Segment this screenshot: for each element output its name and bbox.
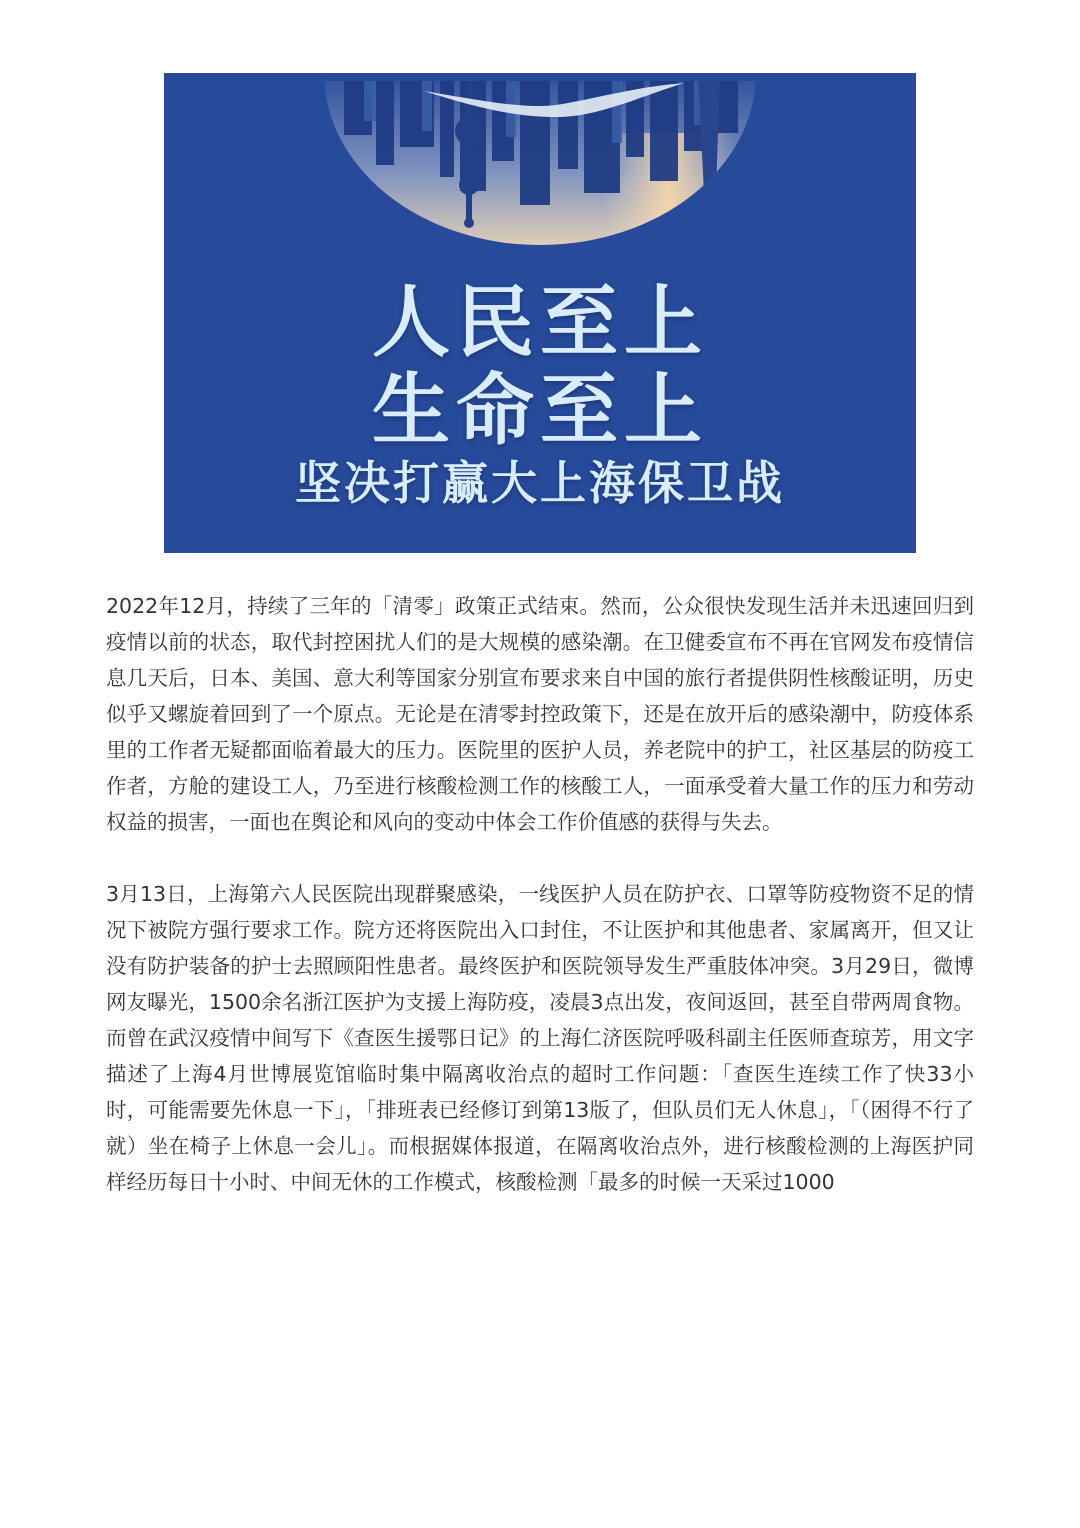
poster-subheadline: 坚决打赢大上海保卫战	[295, 456, 785, 510]
article-paragraph-2: 3月13日，上海第六人民医院出现群聚感染，一线医护人员在防护衣、口罩等防疫物资不足的情况下被院方强行要求工作。院方还将医院出入口封住，不让医护和其他患者、家属离开，但又让没有防护装备的护士去照顾阳性患者。最终医护和医院领导发生严重肢体冲突。3月29日，微博网友曝光，1500余名浙江医护为支援上海防疫，凌晨3点出发，夜间返回，甚至自带两周食物。而曾在武汉疫情中间写下《查医生援鄂日记》的上海仁济医院呼吸科副主任医师查琼芳，用文字描述了上海4月世博展览馆临时集中隔离收治点的超时工作问题：「查医生连续工作了快33小时，可能需要先休息一下」，「排班表已经修订到第13版了，但队员们无人休息」，「（困得不行了就）坐在椅子上休息一会儿」。而根据媒体报道，在隔离收治点外，进行核酸检测的上海医护同样经历每日十小时、中间无休的工作模式，核酸检测「最多的时候一天采过1000	[106, 882, 974, 1194]
poster-headline-line-1: 人民至上	[371, 277, 708, 368]
article-body	[106, 588, 974, 1200]
poster-image	[164, 73, 916, 553]
poster-headline-line-2: 生命至上	[371, 365, 708, 456]
article-paragraph-1: 2022年12月，持续了三年的「清零」政策正式结束。然而，公众很快发现生活并未迅速回归到疫情以前的状态，取代封控困扰人们的是大规模的感染潮。在卫健委宣布不再在官网发布疫情信息几天后，日本、美国、意大利等国家分别宣布要求来自中国的旅行者提供阴性核酸证明，历史似乎又螺旋着回到了一个原点。无论是在清零封控政策下，还是在放开后的感染潮中，防疫体系里的工作者无疑都面临着最大的压力。医院里的医护人员，养老院中的护工，社区基层的防疫工作者，方舱的建设工人，乃至进行核酸检测工作的核酸工人，一面承受着大量工作的压力和劳动权益的损害，一面也在舆论和风向的变动中体会工作价值感的获得与失去。	[106, 594, 974, 834]
